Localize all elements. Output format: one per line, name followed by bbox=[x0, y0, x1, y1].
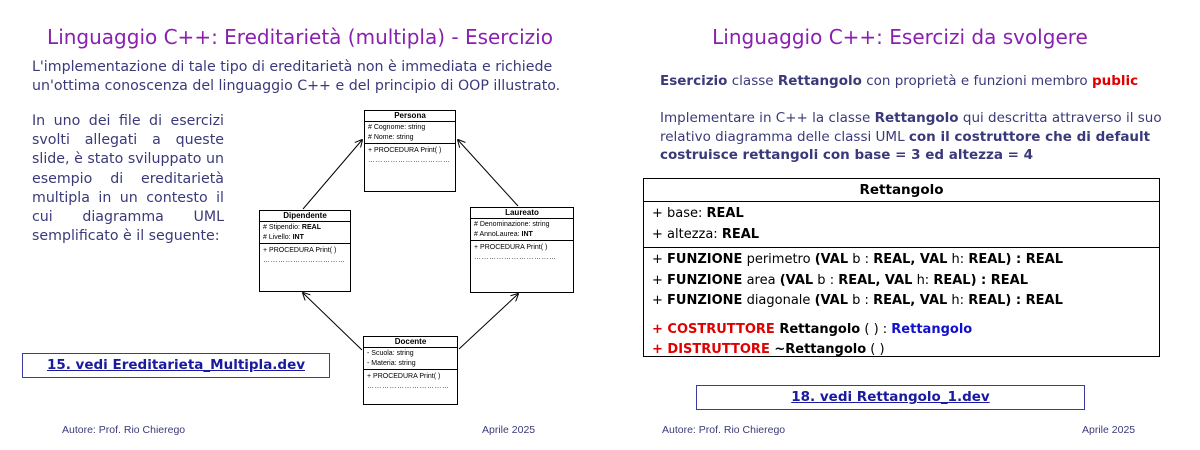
footer-date: Aprile 2025 bbox=[482, 424, 536, 436]
uml-attribute: # AnnoLaurea: INT bbox=[474, 230, 533, 238]
uml-operations bbox=[364, 370, 457, 393]
uml-attributes bbox=[364, 348, 457, 370]
uml-attribute: # Nome: string bbox=[368, 133, 414, 141]
operation-costruttore: + COSTRUTTORE Rettangolo ( ) : Rettangolo bbox=[652, 321, 973, 337]
exercise-heading: Esercizio classe Rettangolo con proprietà e funzioni membro public bbox=[660, 73, 1139, 89]
exercise-file-link[interactable]: 15. vedi Ereditarieta_Multipla.dev bbox=[22, 353, 330, 378]
uml-class-laureato bbox=[470, 207, 574, 293]
uml-class-dipendente bbox=[259, 210, 351, 292]
uml-attribute: # Cognome: string bbox=[368, 124, 426, 131]
operation-distruttore: + DISTRUTTORE ~Rettangolo ( ) bbox=[652, 342, 885, 357]
uml-class-name: Docente bbox=[364, 337, 457, 348]
uml-ellipsis: …………………………… bbox=[263, 256, 346, 264]
exercise-description: Implementare in C++ la classe Rettangolo qui descritta attraverso il suo relativo diagramma delle classi UML con il costruttore che di default costruisce rettangoli con base = 3 ed altezza = 4 bbox=[660, 110, 1162, 163]
slide-title: Linguaggio C++: Ereditarietà (multipla) - Esercizio bbox=[47, 25, 553, 49]
uml-attribute: - Scuola: string bbox=[367, 350, 414, 357]
arrow-docente-laureato bbox=[459, 294, 518, 349]
footer-author: Autore: Prof. Rio Chierego bbox=[662, 424, 786, 436]
uml-attribute: # Livello: INT bbox=[263, 233, 304, 241]
uml-attributes bbox=[260, 222, 350, 244]
uml-operations bbox=[471, 241, 573, 264]
uml-class-name: Laureato bbox=[471, 208, 573, 219]
slide-title: Linguaggio C++: Esercizi da svolgere bbox=[712, 25, 1088, 49]
attribute-base: + base: REAL bbox=[652, 206, 744, 221]
uml-class-name: Rettangolo bbox=[644, 179, 1159, 202]
uml-operation: + PROCEDURA Print( ) bbox=[474, 244, 548, 251]
uml-attribute: # Denominazione: string bbox=[474, 221, 550, 228]
uml-ellipsis: …………………………… bbox=[474, 253, 557, 261]
uml-operation: + PROCEDURA Print( ) bbox=[367, 373, 441, 380]
uml-attribute: - Materia: string bbox=[367, 359, 416, 367]
uml-class-persona bbox=[364, 110, 456, 192]
footer-date: Aprile 2025 bbox=[1082, 424, 1136, 436]
uml-ellipsis: …………………………… bbox=[368, 156, 451, 164]
uml-class-name: Persona bbox=[365, 111, 455, 122]
uml-attributes bbox=[471, 219, 573, 241]
uml-operations bbox=[365, 144, 455, 167]
body-text: In uno dei file di esercizi svolti allegati a queste slide, è stato sviluppato un esempio di ereditarietà multipla in un contesto il cui diagramma UML semplificato è il seguente: bbox=[32, 113, 224, 245]
uml-attributes bbox=[644, 202, 1159, 248]
uml-attributes bbox=[365, 122, 455, 144]
slide-right bbox=[600, 0, 1200, 450]
uml-operations bbox=[644, 248, 1159, 363]
operation-area: + FUNZIONE area (VAL b : REAL, VAL h: REAL) : REAL bbox=[652, 272, 1028, 288]
footer-author: Autore: Prof. Rio Chierego bbox=[62, 424, 186, 436]
operation-perimetro: + FUNZIONE perimetro (VAL b : REAL, VAL h: REAL) : REAL bbox=[652, 252, 1063, 267]
arrow-dipendente-persona bbox=[303, 140, 362, 209]
uml-class-name: Dipendente bbox=[260, 211, 350, 222]
uml-operation: + PROCEDURA Print( ) bbox=[263, 247, 337, 254]
uml-operation: + PROCEDURA Print( ) bbox=[368, 147, 442, 154]
uml-operations bbox=[260, 244, 350, 267]
operation-diagonale: + FUNZIONE diagonale (VAL b : REAL, VAL h: REAL) : REAL bbox=[652, 293, 1063, 308]
attribute-altezza: + altezza: REAL bbox=[652, 226, 760, 242]
arrow-docente-dipendente bbox=[303, 293, 362, 350]
uml-class-rettangolo bbox=[643, 178, 1160, 357]
arrow-laureato-persona bbox=[458, 140, 518, 206]
exercise-file-link[interactable]: 18. vedi Rettangolo_1.dev bbox=[696, 385, 1085, 410]
uml-class-docente bbox=[363, 336, 458, 405]
uml-attribute: # Stipendio: REAL bbox=[263, 224, 321, 231]
uml-ellipsis: …………………………… bbox=[367, 382, 450, 390]
intro-text: L'implementazione di tale tipo di ereditarietà non è immediata e richiede un'ottima conoscenza del linguaggio C++ e del principio di OOP illustrato. bbox=[32, 59, 561, 94]
